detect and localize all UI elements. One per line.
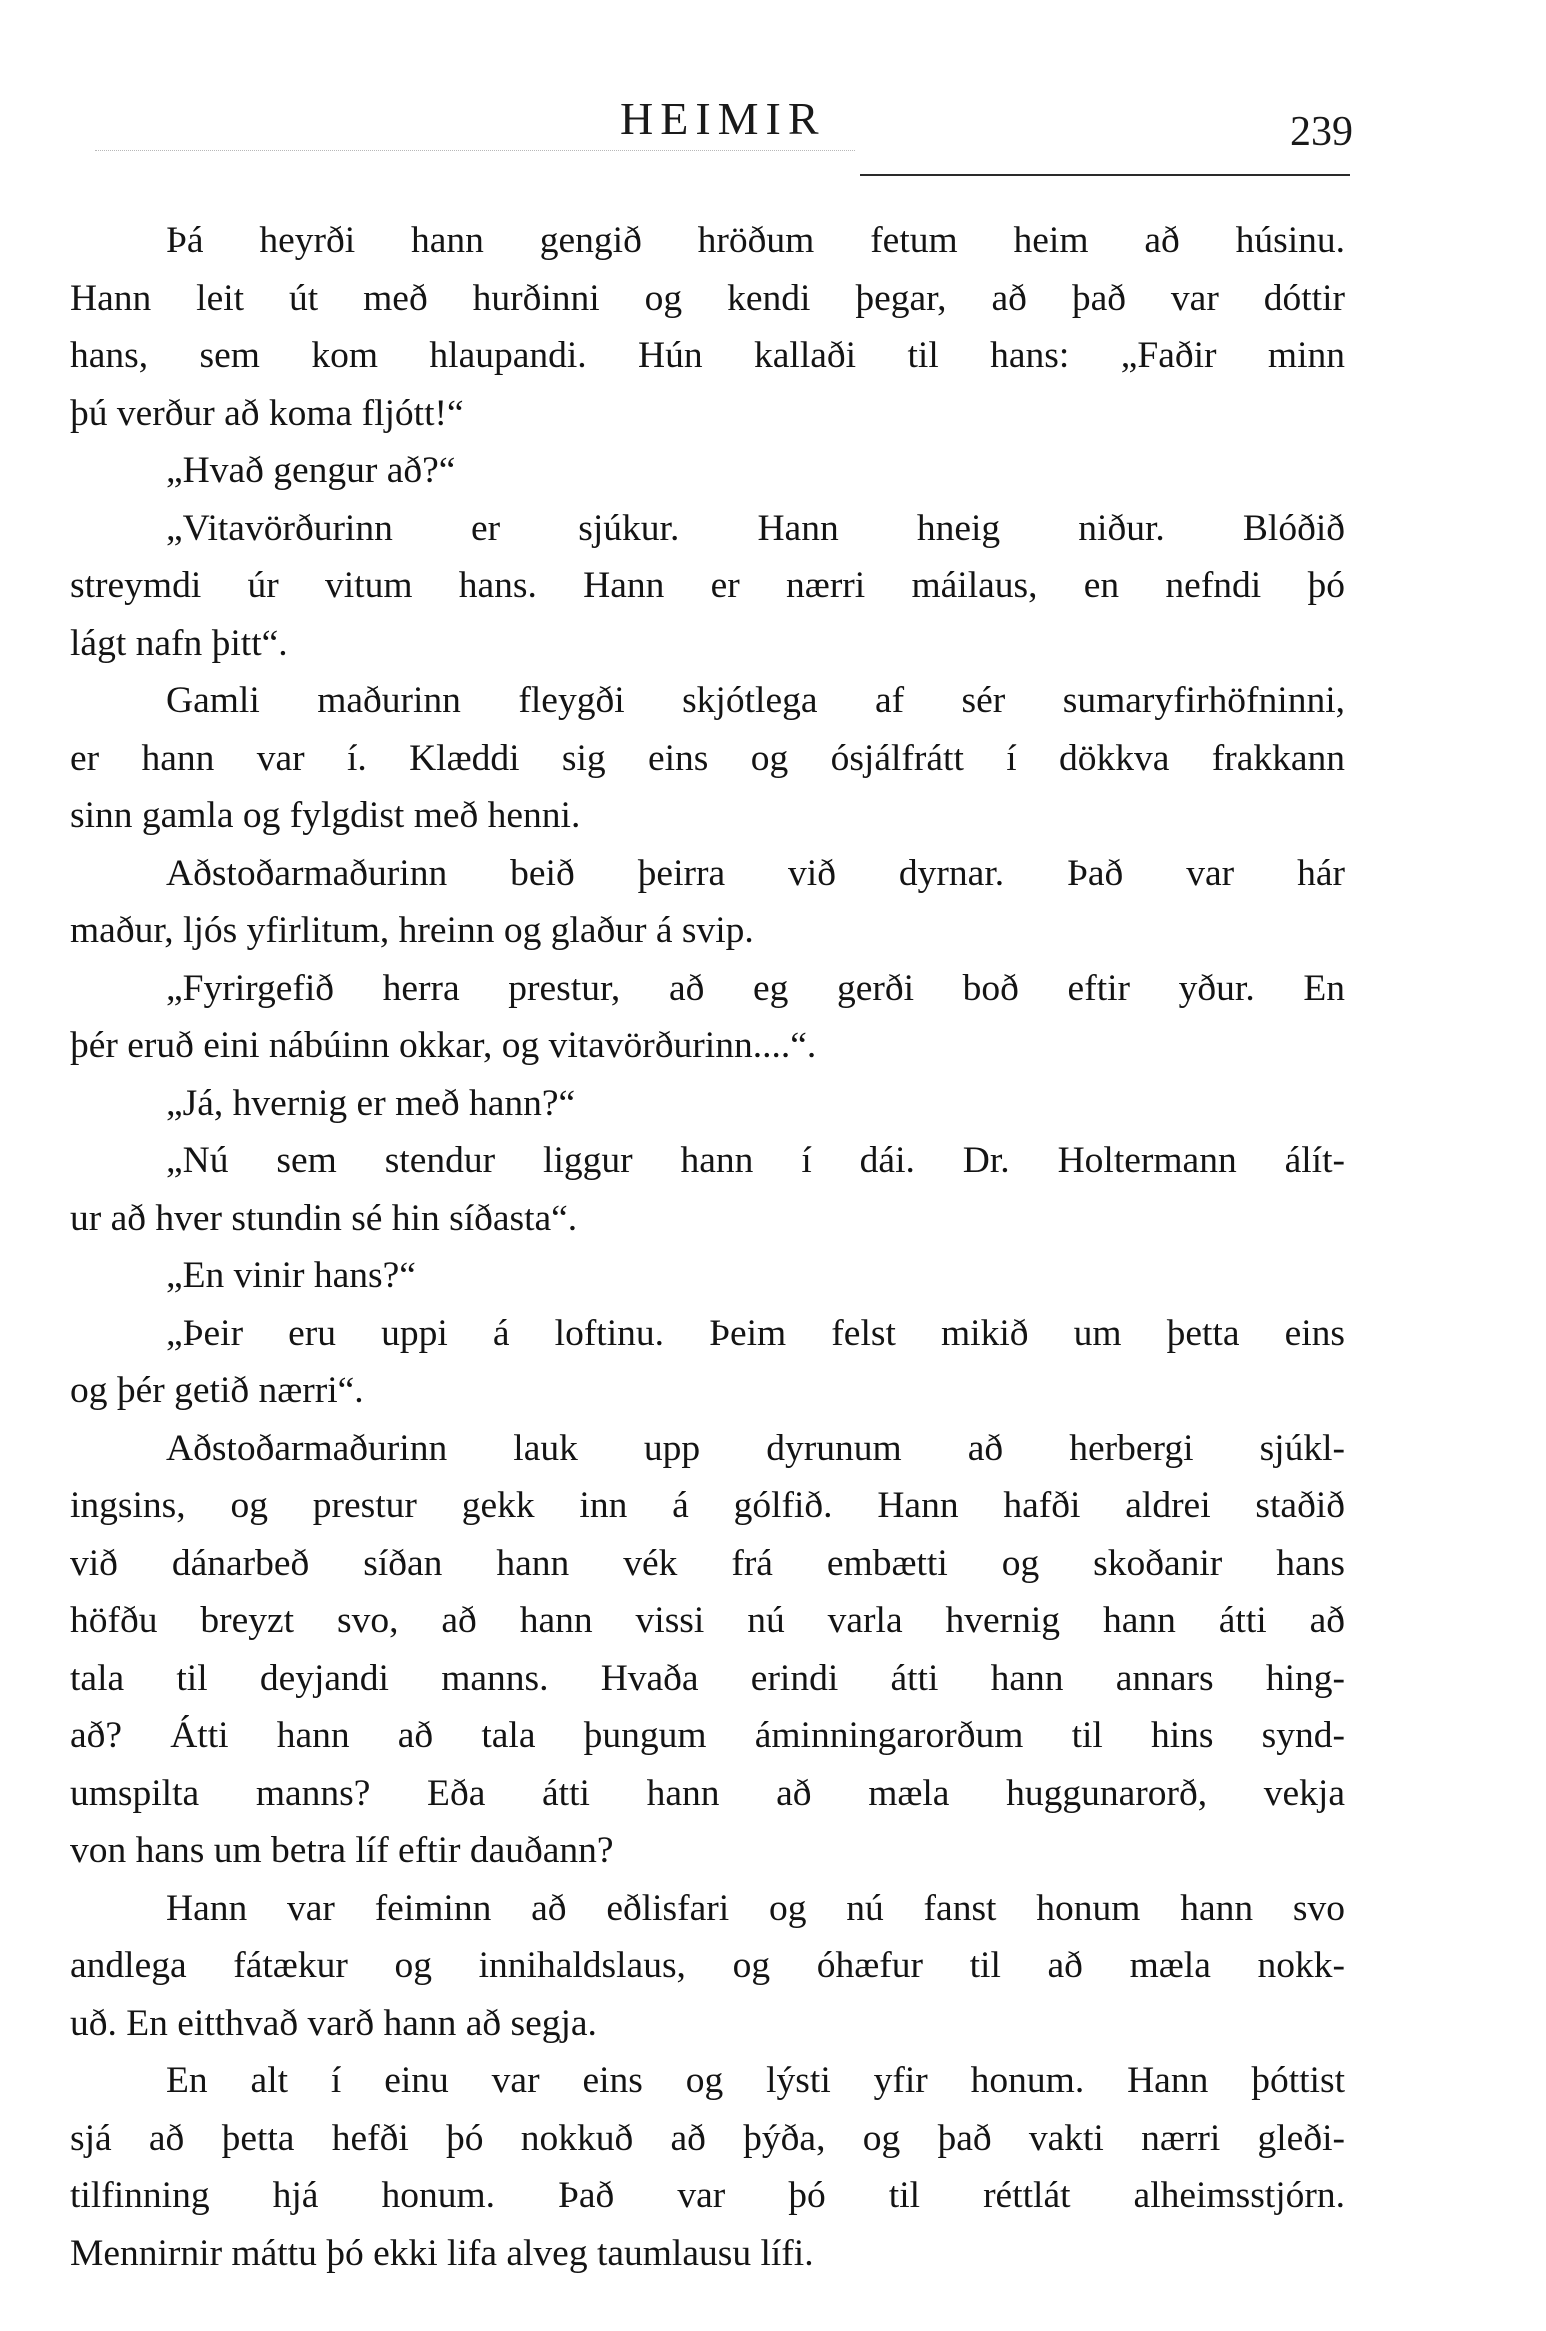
running-title: HEIMIR [620,93,826,144]
running-header [0,92,1546,155]
text-line: „Þeir eru uppi á loftinu. Þeim felst mikið um þetta eins [166,1312,1345,1354]
text-line: hans, sem kom hlaupandi. Hún kallaði til hans: „Faðir minn [70,335,1345,376]
text-line: En alt í einu var eins og lýsti yfir honum. Hann þóttist [166,2060,1345,2101]
text-line: tilfinning hjá honum. Það var þó til réttlát alheimsstjórn. [70,2175,1345,2216]
text-line: við dánarbeð síðan hann vék frá embætti og skoðanir hans [70,1542,1345,1584]
header-rule [860,174,1350,176]
text-line: höfðu breyzt svo, að hann vissi nú varla hvernig hann átti að [70,1600,1345,1641]
text-line: Aðstoðarmaðurinn lauk upp dyrunum að herbergi sjúkl- [166,1427,1345,1469]
text-line: streymdi úr vitum hans. Hann er nærri máilaus, en nefndi þó [70,565,1345,606]
text-line: lágt nafn þitt“. [70,622,288,664]
text-line: þér eruð eini nábúinn okkar, og vitavörðurinn....“. [70,1025,817,1066]
text-line: Gamli maðurinn fleygði skjótlega af sér sumaryfirhöfninni, [166,680,1345,721]
text-line: þú verður að koma fljótt!“ [70,392,464,434]
text-line: Hann var feiminn að eðlisfari og nú fanst honum hann svo [166,1887,1345,1929]
text-line: og þér getið nærri“. [70,1370,364,1411]
text-line: tala til deyjandi manns. Hvaða erindi átti hann annars hing- [70,1657,1345,1699]
text-line: Aðstoðarmaðurinn beið þeirra við dyrnar. Það var hár [166,852,1345,894]
text-line: ingsins, og prestur gekk inn á gólfið. Hann hafði aldrei staðið [70,1485,1345,1526]
text-line: „Hvað gengur að?“ [166,450,456,491]
text-line: sjá að þetta hefði þó nokkuð að þýða, og það vakti nærri gleði- [70,2117,1345,2159]
text-line: að? Átti hann að tala þungum áminningarorðum til hins synd- [70,1715,1345,1756]
text-line: ur að hver stundin sé hin síðasta“. [70,1197,578,1239]
text-line: „En vinir hans?“ [166,1255,416,1296]
text-line: Mennirnir máttu þó ekki lifa alveg taumlausu lífi. [70,2232,814,2274]
text-line: „Vitavörðurinn er sjúkur. Hann hneig niður. Blóðið [166,507,1345,549]
text-line: umspilta manns? Eða átti hann að mæla huggunarorð, vekja [70,1772,1345,1814]
text-line: Þá heyrði hann gengið hröðum fetum heim að húsinu. [166,220,1345,261]
text-line: Hann leit út með hurðinni og kendi þegar, að það var dóttir [70,277,1345,319]
text-line: „Já, hvernig er með hann?“ [166,1082,576,1124]
text-line: maður, ljós yfirlitum, hreinn og glaður á svip. [70,910,754,951]
text-line: uð. En eitthvað varð hann að segja. [70,2002,597,2044]
body-text [70,212,1345,2282]
text-line: sinn gamla og fylgdist með henni. [70,795,581,836]
page-number: 239 [1290,109,1353,155]
text-line: andlega fátækur og innihaldslaus, og óhæfur til að mæla nokk- [70,1945,1345,1986]
text-line: er hann var í. Klæddi sig eins og ósjálfrátt í dökkva frakkann [70,737,1345,779]
text-line: „Nú sem stendur liggur hann í dái. Dr. Holtermann álít- [166,1140,1345,1181]
text-line: von hans um betra líf eftir dauðann? [70,1830,614,1871]
text-line: „Fyrirgefið herra prestur, að eg gerði boð eftir yður. En [166,967,1345,1009]
